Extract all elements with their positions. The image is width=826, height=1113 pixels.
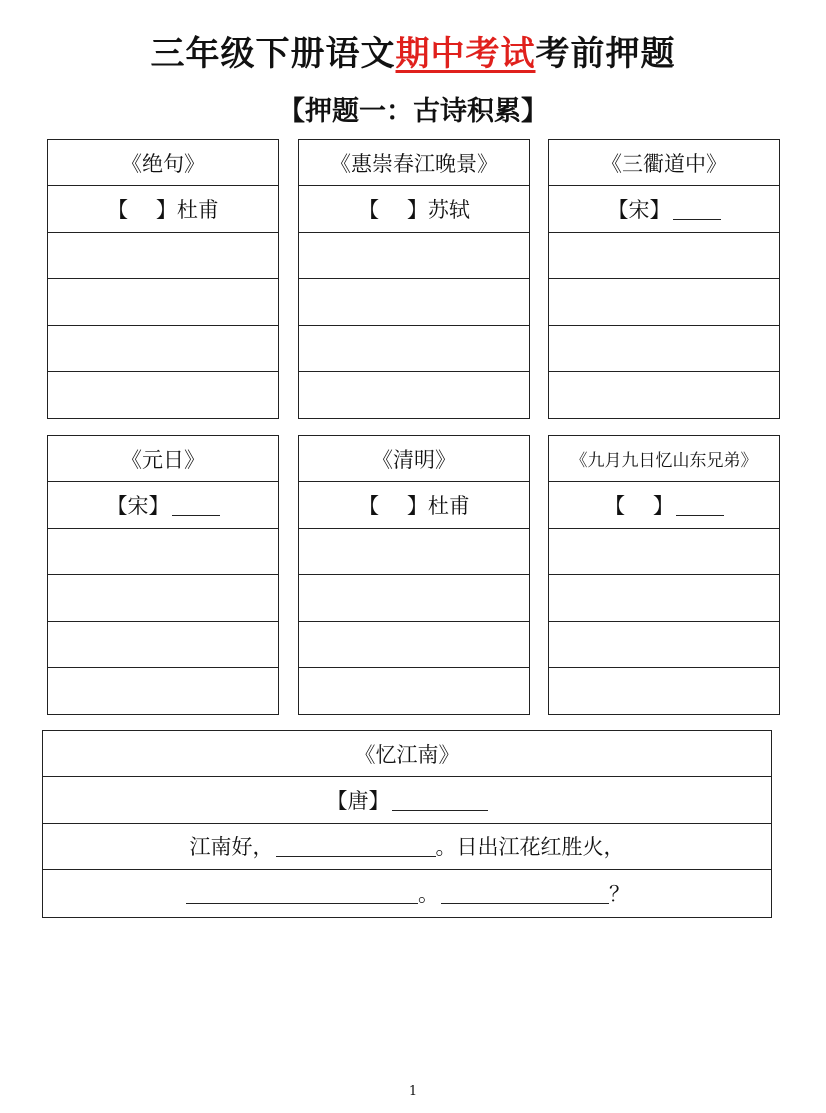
poem-author-row bbox=[48, 482, 278, 528]
fill-blank[interactable] bbox=[276, 836, 436, 857]
answer-line[interactable] bbox=[549, 372, 779, 418]
poem-author-row bbox=[299, 482, 529, 528]
poem-box-jiuyue bbox=[548, 435, 780, 715]
answer-line[interactable] bbox=[549, 668, 779, 714]
answer-line[interactable] bbox=[48, 575, 278, 621]
poem-box-huichong bbox=[298, 139, 530, 419]
poem-box-yijiangnan bbox=[42, 730, 772, 918]
poem-box-sanqu bbox=[548, 139, 780, 419]
poem-line-1 bbox=[43, 824, 771, 870]
answer-line[interactable] bbox=[48, 372, 278, 418]
poem-line-2 bbox=[43, 870, 771, 916]
answer-line[interactable] bbox=[549, 529, 779, 575]
author-blank[interactable] bbox=[392, 790, 488, 811]
poem-author-row bbox=[549, 482, 779, 528]
poem-author: 【 】杜甫 bbox=[107, 198, 219, 223]
poem-author: 【 】 bbox=[604, 494, 674, 519]
line1-mid: 。日出江花红胜火， bbox=[435, 835, 625, 860]
answer-line[interactable] bbox=[299, 622, 529, 668]
poem-title: 《清明》 bbox=[299, 436, 529, 482]
answer-line[interactable] bbox=[48, 668, 278, 714]
answer-line[interactable] bbox=[299, 575, 529, 621]
answer-line[interactable] bbox=[299, 668, 529, 714]
answer-line[interactable] bbox=[48, 279, 278, 325]
answer-line[interactable] bbox=[549, 233, 779, 279]
section-heading: 【押题一：古诗积累】 bbox=[278, 96, 548, 127]
author-blank[interactable] bbox=[673, 199, 721, 220]
poem-title: 《绝句》 bbox=[48, 140, 278, 186]
answer-line[interactable] bbox=[299, 233, 529, 279]
answer-line[interactable] bbox=[299, 279, 529, 325]
poem-box-jueju bbox=[47, 139, 279, 419]
fill-blank[interactable] bbox=[186, 883, 418, 904]
page-title bbox=[0, 30, 826, 78]
page-number: 1 bbox=[408, 1084, 418, 1099]
answer-line[interactable] bbox=[299, 529, 529, 575]
author-blank[interactable] bbox=[676, 495, 724, 516]
answer-line[interactable] bbox=[48, 326, 278, 372]
poem-title: 《九月九日忆山东兄弟》 bbox=[549, 436, 779, 482]
answer-line[interactable] bbox=[48, 529, 278, 575]
poem-title: 《忆江南》 bbox=[43, 731, 771, 777]
poem-box-yuanri bbox=[47, 435, 279, 715]
answer-line[interactable] bbox=[299, 372, 529, 418]
poem-author: 【唐】 bbox=[326, 789, 390, 814]
poem-box-qingming bbox=[298, 435, 530, 715]
answer-line[interactable] bbox=[549, 326, 779, 372]
line2-end: ？ bbox=[609, 882, 630, 907]
author-blank[interactable] bbox=[172, 495, 220, 516]
title-highlight: 期中考试 bbox=[395, 34, 536, 74]
poem-author: 【 】杜甫 bbox=[358, 494, 470, 519]
answer-line[interactable] bbox=[299, 326, 529, 372]
answer-line[interactable] bbox=[549, 622, 779, 668]
poem-title: 《惠崇春江晚景》 bbox=[299, 140, 529, 186]
poem-author: 【宋】 bbox=[607, 198, 671, 223]
poem-author-row bbox=[48, 186, 278, 232]
fill-blank[interactable] bbox=[441, 883, 609, 904]
poem-author-row bbox=[43, 777, 771, 823]
poem-author: 【 】苏轼 bbox=[358, 198, 470, 223]
answer-line[interactable] bbox=[48, 233, 278, 279]
poem-author: 【宋】 bbox=[106, 494, 170, 519]
answer-line[interactable] bbox=[549, 279, 779, 325]
line2-sep: 。 bbox=[418, 882, 439, 907]
answer-line[interactable] bbox=[549, 575, 779, 621]
poem-title: 《元日》 bbox=[48, 436, 278, 482]
poem-title: 《三衢道中》 bbox=[549, 140, 779, 186]
answer-line[interactable] bbox=[48, 622, 278, 668]
poem-author-row bbox=[549, 186, 779, 232]
poem-author-row bbox=[299, 186, 529, 232]
line1-start: 江南好， bbox=[189, 835, 274, 860]
title-after: 考前押题 bbox=[535, 34, 676, 74]
title-before: 三年级下册语文 bbox=[150, 34, 396, 74]
